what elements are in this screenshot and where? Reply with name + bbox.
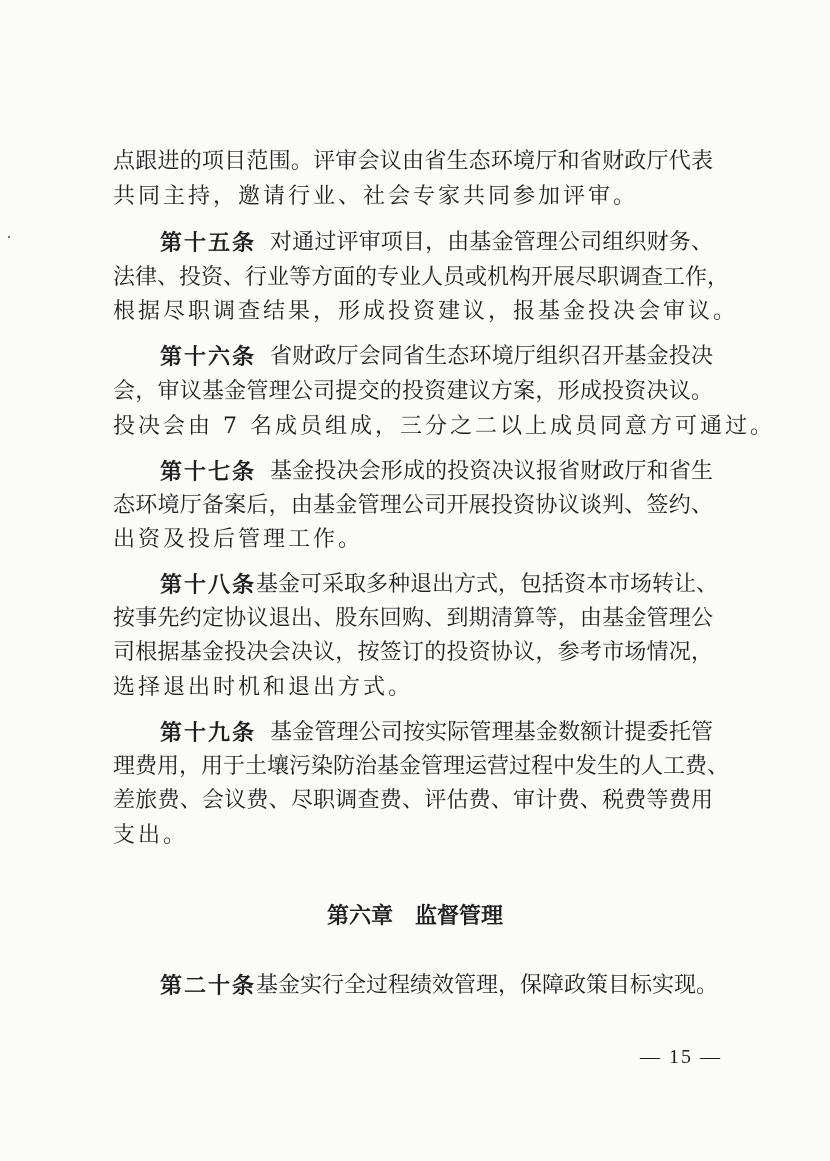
article-text: 基金实行全过程绩效管理，保障政策目标实现。 bbox=[256, 973, 719, 998]
line-text: 态环境厅备案后，由基金管理公司开展投资协议谈判、签约、 bbox=[113, 493, 713, 518]
line-text: 会，审议基金管理公司提交的投资建议方案，形成投资决议。 bbox=[113, 379, 713, 404]
line-text: 对通过评审项目，由基金管理公司组织财务、 bbox=[270, 230, 713, 255]
chapter-heading: 第六章 监督管理 bbox=[326, 904, 503, 929]
line-text: 共同主持，邀请行业、社会专家共同参加评审。 bbox=[113, 184, 639, 209]
article-label: 第二十条 bbox=[160, 973, 257, 999]
line-text: 法律、投资、行业等方面的专业人员或机构开展尽职调查工作， bbox=[113, 265, 730, 290]
line-text: 司根据基金投决会决议，按签订的投资协议，参考市场情况， bbox=[113, 640, 713, 665]
line-text: 基金可采取多种退出方式，包括资本市场转让、 bbox=[256, 572, 719, 597]
text-line bbox=[113, 492, 713, 520]
text-line bbox=[113, 822, 713, 850]
text-line bbox=[113, 526, 713, 554]
line-text: 出资及投后管理工作。 bbox=[113, 527, 364, 552]
article-label: 第十五条 bbox=[160, 230, 257, 256]
text-line bbox=[113, 413, 775, 441]
text-line bbox=[160, 719, 713, 747]
text-line bbox=[160, 343, 713, 371]
scan-speck bbox=[8, 236, 10, 238]
line-text: 省财政厅会同省生态环境厅组织召开基金投决 bbox=[270, 344, 713, 369]
article-label: 第十八条 bbox=[160, 572, 257, 598]
text-line bbox=[113, 148, 713, 176]
line-text: 差旅费、会议费、尽职调查费、评估费、审计费、税费等费用 bbox=[113, 788, 713, 813]
line-text: 支出。 bbox=[113, 823, 189, 848]
text-line bbox=[160, 229, 713, 257]
text-line bbox=[113, 674, 713, 702]
text-line bbox=[160, 458, 713, 486]
line-text: 点跟进的项目范围。评审会议由省生态环境厅和省财政厅代表 bbox=[113, 149, 713, 174]
text-line bbox=[113, 605, 713, 633]
text-line bbox=[113, 264, 730, 292]
line-text: 理费用，用于土壤污染防治基金管理运营过程中发生的人工费、 bbox=[113, 754, 730, 779]
line-text: 选择退出时机和退出方式。 bbox=[113, 675, 414, 700]
article-label: 第十九条 bbox=[160, 720, 257, 746]
article-20 bbox=[160, 972, 719, 1000]
line-text: 基金管理公司按实际管理基金数额计提委托管 bbox=[270, 720, 713, 745]
text-line bbox=[113, 183, 713, 211]
text-line bbox=[113, 298, 739, 326]
line-text: 投决会由 7 名成员组成，三分之二以上成员同意方可通过。 bbox=[113, 414, 775, 439]
text-line bbox=[113, 753, 730, 781]
line-text: 基金投决会形成的投资决议报省财政厅和省生 bbox=[270, 459, 713, 484]
text-line bbox=[113, 378, 713, 406]
line-text: 根据尽职调查结果，形成投资建议，报基金投决会审议。 bbox=[113, 299, 739, 324]
line-text: 按事先约定协议退出、股东回购、到期清算等，由基金管理公 bbox=[113, 606, 713, 631]
article-label: 第十七条 bbox=[160, 459, 257, 485]
text-line bbox=[160, 571, 719, 599]
text-line bbox=[113, 787, 713, 815]
article-label: 第十六条 bbox=[160, 344, 257, 370]
text-line bbox=[113, 639, 713, 667]
page-number: — 15 — bbox=[640, 1046, 722, 1068]
